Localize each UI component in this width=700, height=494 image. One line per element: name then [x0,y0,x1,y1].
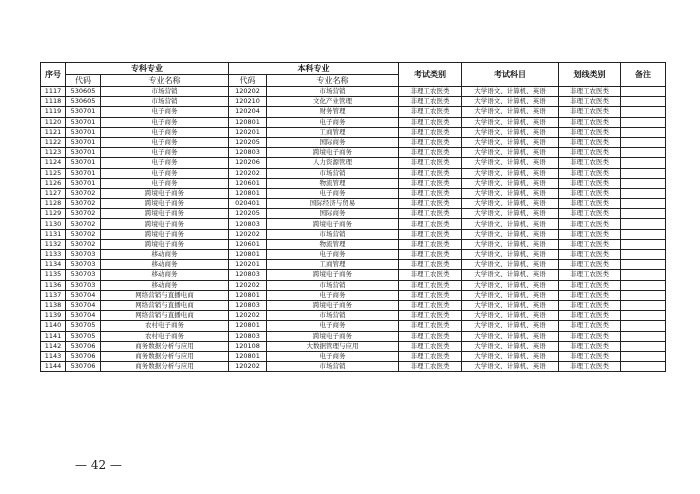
cell-seq: 1125 [41,168,66,178]
cell-undergraduate-name: 大数据管理与应用 [267,341,399,351]
header-line-type: 划线类别 [559,63,621,87]
cell-notes [621,270,666,280]
cell-undergraduate-code: 120803 [229,219,267,229]
cell-notes [621,148,666,158]
major-mapping-table [40,62,666,372]
cell-seq: 1144 [41,362,66,372]
table-row [41,188,666,198]
cell-undergraduate-name: 电子商务 [267,188,399,198]
cell-notes [621,290,666,300]
cell-vocational-name: 移动商务 [101,260,229,270]
cell-notes [621,311,666,321]
cell-vocational-code: 530702 [66,188,101,198]
cell-exam-type: 非理工农医类 [399,219,462,229]
cell-seq: 1124 [41,158,66,168]
cell-exam-type: 非理工农医类 [399,127,462,137]
cell-undergraduate-name: 市场营销 [267,311,399,321]
cell-undergraduate-name: 跨境电子商务 [267,148,399,158]
cell-exam-subjects: 大学语文、计算机、英语 [462,117,559,127]
cell-notes [621,321,666,331]
table-row [41,341,666,351]
cell-seq: 1139 [41,311,66,321]
table-row [41,229,666,239]
cell-exam-subjects: 大学语文、计算机、英语 [462,260,559,270]
cell-seq: 1129 [41,209,66,219]
cell-line-type: 非理工农医类 [559,87,621,97]
cell-vocational-name: 网络营销与直播电商 [101,311,229,321]
cell-undergraduate-name: 文化产业管理 [267,97,399,107]
cell-exam-subjects: 大学语文、计算机、英语 [462,188,559,198]
cell-undergraduate-name: 工商管理 [267,260,399,270]
cell-notes [621,341,666,351]
cell-exam-type: 非理工农医类 [399,300,462,310]
cell-undergraduate-code: 120801 [229,351,267,361]
cell-vocational-name: 跨境电子商务 [101,229,229,239]
cell-exam-type: 非理工农医类 [399,97,462,107]
cell-notes [621,280,666,290]
cell-undergraduate-name: 市场营销 [267,168,399,178]
table-row [41,199,666,209]
cell-exam-subjects: 大学语文、计算机、英语 [462,127,559,137]
cell-exam-type: 非理工农医类 [399,87,462,97]
cell-vocational-name: 电子商务 [101,168,229,178]
cell-undergraduate-name: 工商管理 [267,127,399,137]
cell-exam-type: 非理工农医类 [399,209,462,219]
cell-undergraduate-code: 120801 [229,321,267,331]
cell-undergraduate-name: 市场营销 [267,87,399,97]
cell-vocational-code: 530605 [66,87,101,97]
cell-line-type: 非理工农医类 [559,229,621,239]
cell-notes [621,209,666,219]
cell-undergraduate-name: 跨境电子商务 [267,219,399,229]
cell-vocational-code: 530706 [66,341,101,351]
table-row [41,290,666,300]
cell-exam-type: 非理工农医类 [399,280,462,290]
cell-line-type: 非理工农医类 [559,178,621,188]
cell-vocational-name: 电子商务 [101,117,229,127]
cell-vocational-name: 移动商务 [101,280,229,290]
cell-seq: 1131 [41,229,66,239]
table-row [41,351,666,361]
cell-vocational-name: 移动商务 [101,250,229,260]
cell-seq: 1141 [41,331,66,341]
cell-vocational-code: 530703 [66,270,101,280]
cell-exam-subjects: 大学语文、计算机、英语 [462,280,559,290]
table-row [41,311,666,321]
cell-seq: 1138 [41,300,66,310]
cell-notes [621,97,666,107]
cell-line-type: 非理工农医类 [559,188,621,198]
cell-seq: 1142 [41,341,66,351]
cell-exam-type: 非理工农医类 [399,290,462,300]
cell-seq: 1118 [41,97,66,107]
cell-line-type: 非理工农医类 [559,97,621,107]
cell-seq: 1120 [41,117,66,127]
cell-vocational-code: 530706 [66,351,101,361]
cell-seq: 1133 [41,250,66,260]
table-row [41,280,666,290]
cell-vocational-code: 530704 [66,290,101,300]
cell-vocational-name: 商务数据分析与应用 [101,341,229,351]
cell-exam-type: 非理工农医类 [399,199,462,209]
cell-notes [621,158,666,168]
cell-undergraduate-code: 120801 [229,117,267,127]
cell-line-type: 非理工农医类 [559,351,621,361]
cell-undergraduate-code: 120601 [229,178,267,188]
table-row [41,127,666,137]
cell-exam-subjects: 大学语文、计算机、英语 [462,199,559,209]
cell-notes [621,188,666,198]
cell-exam-subjects: 大学语文、计算机、英语 [462,158,559,168]
cell-line-type: 非理工农医类 [559,158,621,168]
cell-seq: 1143 [41,351,66,361]
cell-undergraduate-code: 120803 [229,331,267,341]
cell-exam-subjects: 大学语文、计算机、英语 [462,137,559,147]
cell-undergraduate-code: 120803 [229,270,267,280]
cell-undergraduate-name: 电子商务 [267,321,399,331]
cell-notes [621,331,666,341]
cell-exam-type: 非理工农医类 [399,270,462,280]
header-vocational-code: 代码 [66,75,101,87]
cell-vocational-name: 跨境电子商务 [101,199,229,209]
cell-exam-subjects: 大学语文、计算机、英语 [462,87,559,97]
cell-undergraduate-code: 120205 [229,209,267,219]
cell-undergraduate-name: 电子商务 [267,117,399,127]
cell-undergraduate-code: 120210 [229,97,267,107]
cell-line-type: 非理工农医类 [559,260,621,270]
cell-seq: 1136 [41,280,66,290]
cell-undergraduate-code: 120202 [229,280,267,290]
cell-seq: 1117 [41,87,66,97]
cell-exam-type: 非理工农医类 [399,331,462,341]
cell-undergraduate-name: 市场营销 [267,280,399,290]
cell-vocational-code: 530701 [66,107,101,117]
cell-undergraduate-name: 国际经济与贸易 [267,199,399,209]
cell-vocational-code: 530702 [66,239,101,249]
cell-exam-subjects: 大学语文、计算机、英语 [462,362,559,372]
cell-line-type: 非理工农医类 [559,341,621,351]
cell-seq: 1122 [41,137,66,147]
cell-notes [621,229,666,239]
cell-vocational-code: 530702 [66,219,101,229]
cell-exam-subjects: 大学语文、计算机、英语 [462,97,559,107]
cell-exam-type: 非理工农医类 [399,178,462,188]
page-number: — 42 — [75,458,122,472]
cell-exam-type: 非理工农医类 [399,351,462,361]
cell-exam-subjects: 大学语文、计算机、英语 [462,290,559,300]
table-row [41,239,666,249]
cell-line-type: 非理工农医类 [559,127,621,137]
cell-undergraduate-name: 国际商务 [267,137,399,147]
cell-vocational-name: 跨境电子商务 [101,219,229,229]
cell-undergraduate-code: 120202 [229,362,267,372]
cell-exam-subjects: 大学语文、计算机、英语 [462,250,559,260]
cell-exam-type: 非理工农医类 [399,229,462,239]
cell-exam-subjects: 大学语文、计算机、英语 [462,229,559,239]
cell-line-type: 非理工农医类 [559,148,621,158]
cell-undergraduate-name: 市场营销 [267,362,399,372]
table-body [41,87,666,372]
cell-exam-type: 非理工农医类 [399,311,462,321]
cell-notes [621,239,666,249]
cell-undergraduate-name: 物流管理 [267,178,399,188]
cell-exam-subjects: 大学语文、计算机、英语 [462,239,559,249]
cell-undergraduate-name: 市场营销 [267,229,399,239]
header-undergraduate: 本科专业 [229,63,399,75]
cell-vocational-name: 商务数据分析与应用 [101,362,229,372]
cell-seq: 1128 [41,199,66,209]
table-row [41,270,666,280]
cell-seq: 1126 [41,178,66,188]
cell-vocational-code: 530702 [66,209,101,219]
cell-undergraduate-code: 120206 [229,158,267,168]
cell-line-type: 非理工农医类 [559,199,621,209]
table-row [41,209,666,219]
cell-line-type: 非理工农医类 [559,290,621,300]
cell-exam-subjects: 大学语文、计算机、英语 [462,270,559,280]
table-row [41,158,666,168]
cell-undergraduate-code: 120803 [229,300,267,310]
cell-vocational-name: 商务数据分析与应用 [101,351,229,361]
cell-line-type: 非理工农医类 [559,239,621,249]
cell-vocational-code: 530701 [66,168,101,178]
cell-exam-type: 非理工农医类 [399,158,462,168]
cell-undergraduate-name: 财务管理 [267,107,399,117]
cell-exam-type: 非理工农医类 [399,168,462,178]
cell-exam-subjects: 大学语文、计算机、英语 [462,331,559,341]
table-row [41,137,666,147]
cell-line-type: 非理工农医类 [559,137,621,147]
table-row [41,250,666,260]
cell-line-type: 非理工农医类 [559,219,621,229]
cell-vocational-name: 电子商务 [101,127,229,137]
cell-vocational-code: 530703 [66,250,101,260]
cell-notes [621,117,666,127]
cell-seq: 1140 [41,321,66,331]
cell-exam-subjects: 大学语文、计算机、英语 [462,351,559,361]
cell-seq: 1123 [41,148,66,158]
table-row [41,300,666,310]
header-exam-subjects: 考试科目 [462,63,559,87]
cell-exam-subjects: 大学语文、计算机、英语 [462,209,559,219]
cell-exam-type: 非理工农医类 [399,250,462,260]
cell-seq: 1127 [41,188,66,198]
cell-exam-type: 非理工农医类 [399,107,462,117]
cell-undergraduate-code: 120202 [229,311,267,321]
cell-line-type: 非理工农医类 [559,250,621,260]
cell-notes [621,127,666,137]
cell-exam-type: 非理工农医类 [399,341,462,351]
table-row [41,87,666,97]
table-row [41,148,666,158]
cell-exam-type: 非理工农医类 [399,321,462,331]
cell-vocational-name: 市场营销 [101,97,229,107]
cell-seq: 1121 [41,127,66,137]
table-row [41,97,666,107]
header-vocational: 专科专业 [66,63,229,75]
cell-seq: 1119 [41,107,66,117]
cell-vocational-name: 电子商务 [101,137,229,147]
cell-notes [621,199,666,209]
table-row [41,331,666,341]
cell-exam-subjects: 大学语文、计算机、英语 [462,300,559,310]
cell-undergraduate-code: 120205 [229,137,267,147]
cell-undergraduate-code: 120204 [229,107,267,117]
cell-line-type: 非理工农医类 [559,168,621,178]
cell-seq: 1132 [41,239,66,249]
cell-vocational-code: 530701 [66,127,101,137]
cell-exam-subjects: 大学语文、计算机、英语 [462,178,559,188]
cell-vocational-code: 530701 [66,148,101,158]
cell-line-type: 非理工农医类 [559,300,621,310]
cell-undergraduate-name: 跨境电子商务 [267,270,399,280]
cell-line-type: 非理工农医类 [559,331,621,341]
cell-vocational-code: 530702 [66,199,101,209]
cell-vocational-name: 跨境电子商务 [101,239,229,249]
header-vocational-name: 专业名称 [101,75,229,87]
table-row [41,117,666,127]
cell-exam-type: 非理工农医类 [399,362,462,372]
cell-vocational-code: 530705 [66,321,101,331]
header-seq: 序号 [41,63,66,87]
cell-vocational-name: 跨境电子商务 [101,188,229,198]
cell-notes [621,137,666,147]
cell-vocational-code: 530705 [66,331,101,341]
cell-vocational-code: 530703 [66,260,101,270]
table-row [41,107,666,117]
cell-exam-type: 非理工农医类 [399,188,462,198]
cell-notes [621,250,666,260]
table-row [41,260,666,270]
table-row [41,219,666,229]
cell-undergraduate-code: 020401 [229,199,267,209]
cell-seq: 1137 [41,290,66,300]
cell-vocational-code: 530701 [66,117,101,127]
cell-undergraduate-code: 120801 [229,290,267,300]
cell-undergraduate-code: 120201 [229,260,267,270]
cell-undergraduate-name: 国际商务 [267,209,399,219]
cell-vocational-name: 农村电子商务 [101,331,229,341]
cell-undergraduate-code: 120108 [229,341,267,351]
cell-undergraduate-name: 电子商务 [267,290,399,300]
cell-notes [621,107,666,117]
cell-undergraduate-name: 跨境电子商务 [267,331,399,341]
cell-vocational-name: 网络营销与直播电商 [101,290,229,300]
cell-vocational-code: 530704 [66,300,101,310]
cell-vocational-code: 530706 [66,362,101,372]
cell-exam-subjects: 大学语文、计算机、英语 [462,311,559,321]
cell-line-type: 非理工农医类 [559,117,621,127]
cell-vocational-name: 电子商务 [101,158,229,168]
table-row [41,362,666,372]
cell-undergraduate-code: 120202 [229,87,267,97]
cell-exam-subjects: 大学语文、计算机、英语 [462,341,559,351]
cell-undergraduate-code: 120801 [229,250,267,260]
cell-undergraduate-name: 人力资源管理 [267,158,399,168]
cell-exam-type: 非理工农医类 [399,148,462,158]
cell-line-type: 非理工农医类 [559,280,621,290]
header-exam-type: 考试类别 [399,63,462,87]
cell-vocational-code: 530605 [66,97,101,107]
cell-exam-subjects: 大学语文、计算机、英语 [462,219,559,229]
cell-notes [621,300,666,310]
cell-undergraduate-name: 跨境电子商务 [267,300,399,310]
cell-line-type: 非理工农医类 [559,311,621,321]
header-undergraduate-name: 专业名称 [267,75,399,87]
cell-notes [621,362,666,372]
cell-exam-subjects: 大学语文、计算机、英语 [462,168,559,178]
cell-notes [621,219,666,229]
cell-undergraduate-code: 120801 [229,188,267,198]
cell-vocational-name: 跨境电子商务 [101,209,229,219]
cell-undergraduate-code: 120202 [229,229,267,239]
cell-undergraduate-code: 120601 [229,239,267,249]
cell-vocational-code: 530703 [66,280,101,290]
table-row [41,178,666,188]
cell-undergraduate-name: 电子商务 [267,351,399,361]
table-row [41,321,666,331]
cell-vocational-name: 电子商务 [101,148,229,158]
cell-line-type: 非理工农医类 [559,321,621,331]
cell-vocational-code: 530701 [66,178,101,188]
cell-vocational-name: 移动商务 [101,270,229,280]
cell-notes [621,168,666,178]
cell-line-type: 非理工农医类 [559,270,621,280]
cell-undergraduate-name: 电子商务 [267,250,399,260]
cell-vocational-name: 电子商务 [101,178,229,188]
cell-vocational-name: 网络营销与直播电商 [101,300,229,310]
cell-undergraduate-code: 120803 [229,148,267,158]
cell-exam-type: 非理工农医类 [399,117,462,127]
cell-line-type: 非理工农医类 [559,107,621,117]
cell-vocational-code: 530704 [66,311,101,321]
cell-vocational-code: 530701 [66,137,101,147]
cell-exam-type: 非理工农医类 [399,260,462,270]
cell-exam-subjects: 大学语文、计算机、英语 [462,321,559,331]
cell-vocational-code: 530701 [66,158,101,168]
cell-notes [621,87,666,97]
cell-notes [621,260,666,270]
header-undergraduate-code: 代码 [229,75,267,87]
cell-notes [621,351,666,361]
cell-exam-type: 非理工农医类 [399,239,462,249]
cell-undergraduate-code: 120201 [229,127,267,137]
cell-vocational-name: 农村电子商务 [101,321,229,331]
cell-undergraduate-code: 120202 [229,168,267,178]
cell-line-type: 非理工农医类 [559,362,621,372]
cell-exam-subjects: 大学语文、计算机、英语 [462,107,559,117]
cell-exam-subjects: 大学语文、计算机、英语 [462,148,559,158]
cell-seq: 1134 [41,260,66,270]
cell-line-type: 非理工农医类 [559,209,621,219]
cell-notes [621,178,666,188]
cell-vocational-name: 电子商务 [101,107,229,117]
table-row [41,168,666,178]
cell-vocational-name: 市场营销 [101,87,229,97]
header-notes: 备注 [621,63,666,87]
cell-exam-type: 非理工农医类 [399,137,462,147]
cell-vocational-code: 530702 [66,229,101,239]
cell-seq: 1135 [41,270,66,280]
cell-undergraduate-name: 物流管理 [267,239,399,249]
cell-seq: 1130 [41,219,66,229]
